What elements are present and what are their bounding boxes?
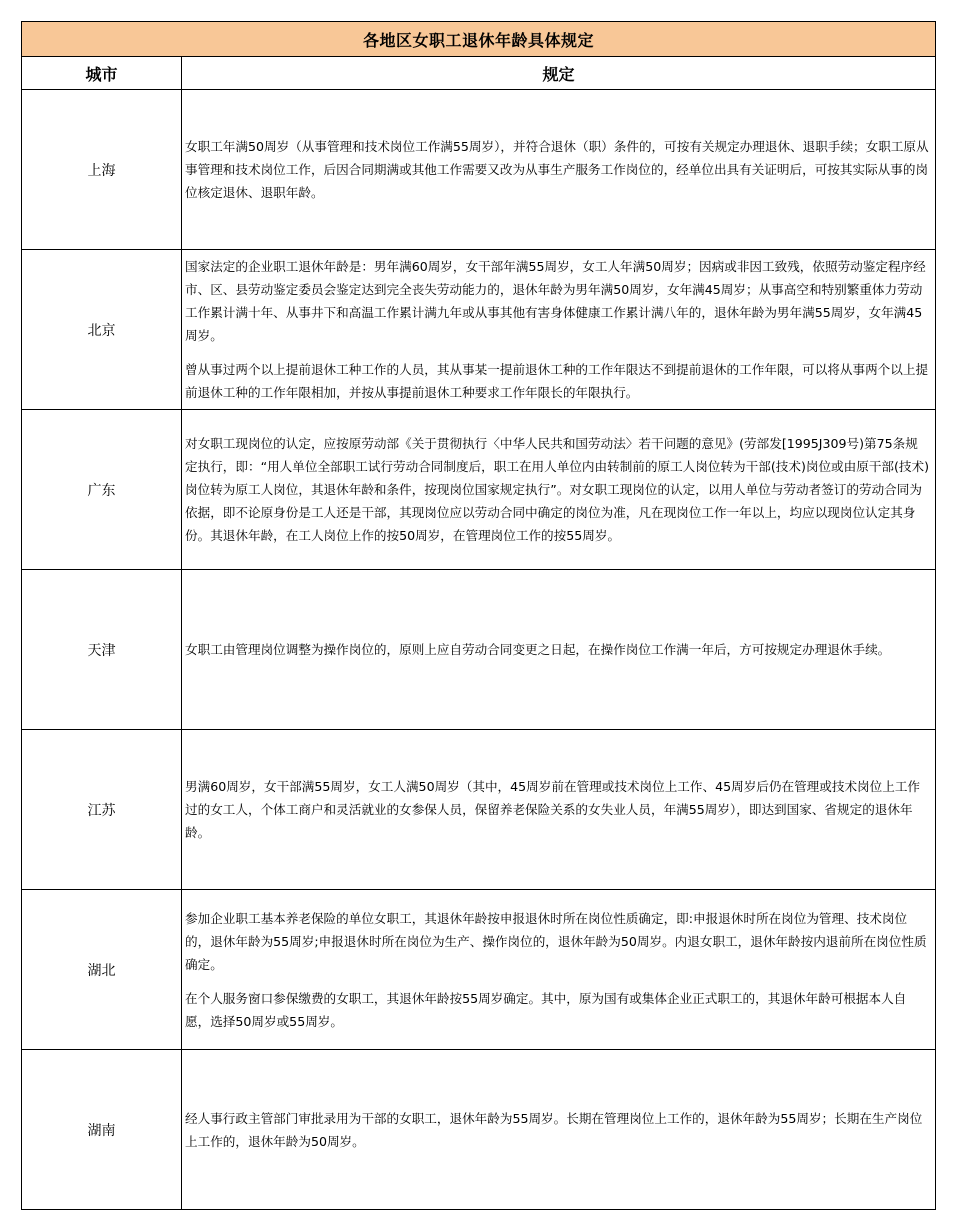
city-cell: 天津 [22, 570, 182, 730]
header-row [22, 57, 936, 90]
rule-paragraph: 对女职工现岗位的认定，应按原劳动部《关于贯彻执行〈中华人民共和国劳动法〉若干问题的意见》(劳部发[1995J309号)第75条规定执行，即：“用人单位全部职工试行劳动合同制度后，职工在用人单位内由转制前的原工人岗位转为干部(技术)岗位或由原干部(技术)岗位转为原工人岗位，其退休年龄和条件，按现岗位国家规定执行”。对女职工现岗位的认定，以用人单位与劳动者签订的劳动合同为依据，即不论原身份是工人还是干部，其现岗位应以劳动合同中确定的岗位为准，凡在现岗位工作一年以上，均应以现岗位认定其身份。其退休年龄，在工人岗位上作的按50周岁，在管理岗位工作的按55周岁。 [185, 436, 930, 543]
table-row [22, 1050, 936, 1210]
city-cell: 北京 [22, 250, 182, 410]
rule-paragraph: 女职工年满50周岁（从事管理和技术岗位工作满55周岁），并符合退休（职）条件的，可按有关规定办理退休、退职手续；女职工原从事管理和技术岗位工作，后因合同期满或其他工作需要又改为从事生产服务工作岗位的，经单位出具有关证明后，可按其实际从事的岗位核定退休、退职年龄。 [185, 139, 929, 200]
rule-cell [182, 250, 936, 410]
table-row [22, 410, 936, 570]
table-title: 各地区女职工退休年龄具体规定 [22, 22, 936, 57]
column-header-city: 城市 [22, 57, 182, 90]
rule-paragraph: 女职工由管理岗位调整为操作岗位的，原则上应自劳动合同变更之日起，在操作岗位工作满一年后，方可按规定办理退休手续。 [185, 642, 891, 657]
table-row [22, 730, 936, 890]
column-header-rule: 规定 [182, 57, 936, 90]
title-row [22, 22, 936, 57]
table-row [22, 90, 936, 250]
retirement-rules-table [21, 21, 936, 1210]
city-cell: 湖北 [22, 890, 182, 1050]
city-cell: 广东 [22, 410, 182, 570]
rule-paragraph: 男满60周岁，女干部满55周岁，女工人满50周岁（其中，45周岁前在管理或技术岗位上工作、45周岁后仍在管理或技术岗位上工作过的女工人，个体工商户和灵活就业的女参保人员，保留养老保险关系的女失业人员，年满55周岁），即达到国家、省规定的退休年龄。 [185, 779, 921, 840]
city-cell: 上海 [22, 90, 182, 250]
rule-cell [182, 1050, 936, 1210]
city-cell: 湖南 [22, 1050, 182, 1210]
rule-cell [182, 90, 936, 250]
rule-cell [182, 890, 936, 1050]
rule-cell [182, 730, 936, 890]
rule-paragraph: 曾从事过两个以上提前退休工种工作的人员，其从事某一提前退休工种的工作年限达不到提前退休的工作年限，可以将从事两个以上提前退休工种的工作年限相加，并按从事提前退休工种要求工作年限长的年限执行。 [185, 362, 929, 400]
rule-paragraph: 经人事行政主管部门审批录用为干部的女职工，退休年龄为55周岁。长期在管理岗位上工作的，退休年龄为55周岁；长期在生产岗位上工作的，退休年龄为50周岁。 [185, 1110, 923, 1149]
table-row [22, 250, 936, 410]
rule-paragraph: 参加企业职工基本养老保险的单位女职工，其退休年龄按申报退休时所在岗位性质确定，即:申报退休时所在岗位为管理、技术岗位的，退休年龄为55周岁;申报退休时所在岗位为生产、操作岗位的，退休年龄为50周岁。内退女职工，退休年龄按内退前所在岗位性质确定。 [185, 910, 927, 972]
rule-cell [182, 410, 936, 570]
rule-paragraph: 国家法定的企业职工退休年龄是：男年满60周岁，女干部年满55周岁，女工人年满50周岁；因病或非因工致残，依照劳动鉴定程序经市、区、县劳动鉴定委员会鉴定达到完全丧失劳动能力的，退休年龄为男年满50周岁，女年满45周岁；从事高空和特别繁重体力劳动工作累计满十年、从事井下和高温工作累计满九年或从事其他有害身体健康工作累计满八年的，退休年龄为男年满55周岁，女年满45周岁。 [185, 259, 926, 343]
rule-cell [182, 570, 936, 730]
table-row [22, 570, 936, 730]
rule-paragraph: 在个人服务窗口参保缴费的女职工，其退休年龄按55周岁确定。其中，原为国有或集体企业正式职工的，其退休年龄可根据本人自愿，选择50周岁或55周岁。 [185, 990, 907, 1029]
table-row [22, 890, 936, 1050]
city-cell: 江苏 [22, 730, 182, 890]
